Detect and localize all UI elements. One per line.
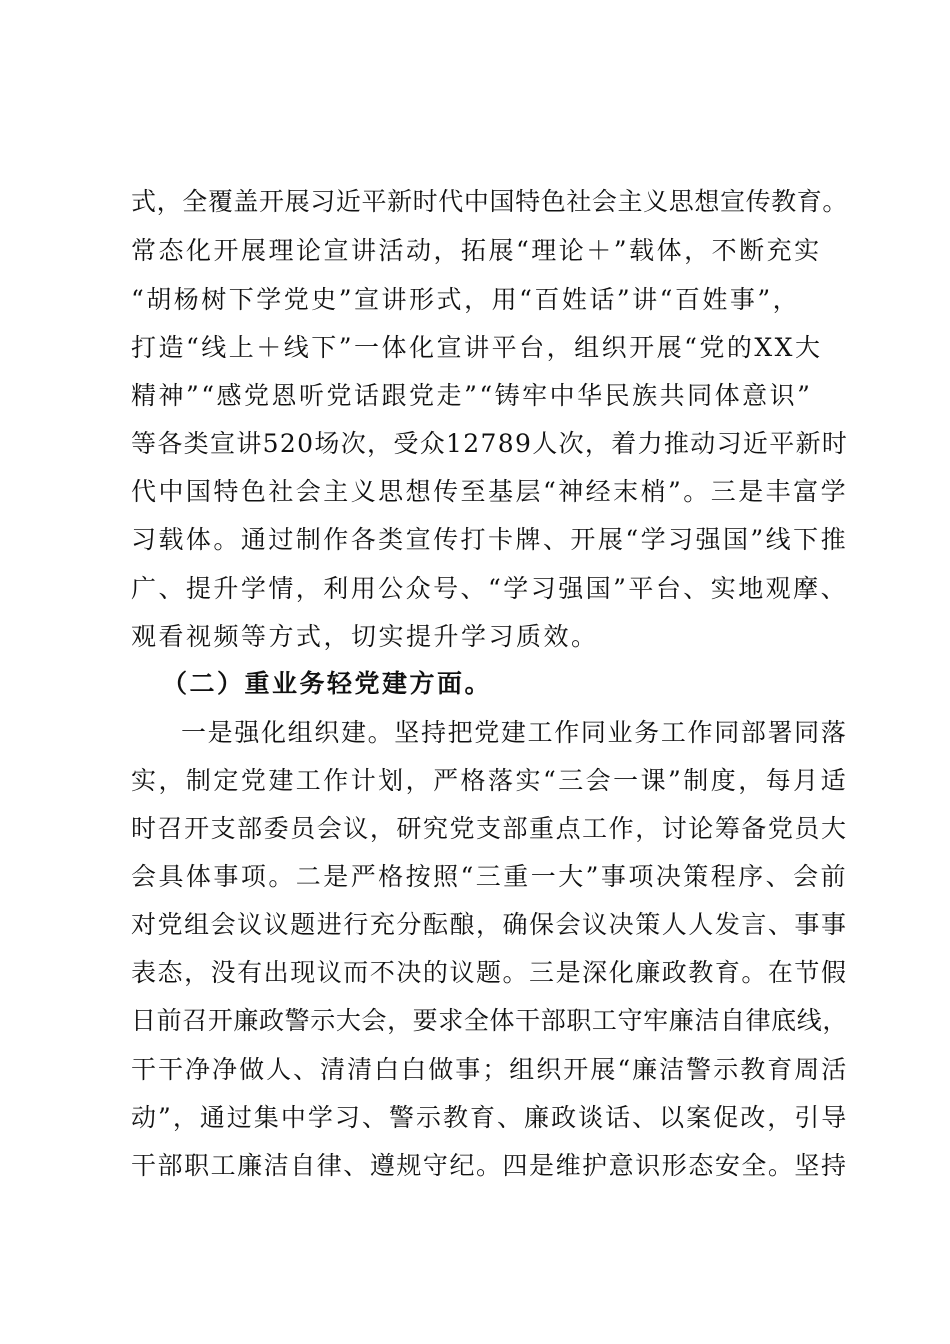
section-heading: （二）重业务轻党建方面。	[162, 669, 493, 698]
paragraph-line: 会具体事项。二是严格按照“三重一大”事项决策程序、会前	[131, 862, 849, 891]
paragraph-line: 动”，通过集中学习、警示教育、廉政谈话、以案促改，引导	[131, 1103, 849, 1132]
paragraph-line: 式，全覆盖开展习近平新时代中国特色社会主义思想宣传教育。	[131, 187, 849, 216]
paragraph-line: 常态化开展理论宣讲活动，拓展“理论＋”载体，不断充实	[131, 236, 822, 265]
paragraph-line: 广、提升学情，利用公众号、“学习强国”平台、实地观摩、	[131, 574, 849, 603]
paragraph-line: 习载体。通过制作各类宣传打卡牌、开展“学习强国”线下推	[131, 525, 849, 554]
paragraph-line: 干干净净做人、清清白白做事；组织开展“廉洁警示教育周活	[131, 1055, 849, 1084]
paragraph-line: 表态，没有出现议而不决的议题。三是深化廉政教育。在节假	[131, 958, 848, 987]
paragraph-line: 干部职工廉洁自律、遵规守纪。四是维护意识形态安全。坚持	[131, 1151, 848, 1180]
paragraph-line: 等各类宣讲520场次，受众12789人次，着力推动习近平新时	[131, 429, 849, 458]
paragraph-line: 日前召开廉政警示大会，要求全体干部职工守牢廉洁自律底线，	[131, 1006, 849, 1035]
paragraph-line: 对党组会议议题进行充分酝酿，确保会议决策人人发言、事事	[131, 910, 848, 939]
paragraph-line: 实，制定党建工作计划，严格落实“三会一课”制度，每月适	[131, 766, 849, 795]
paragraph-line: 精神”“感党恩听党话跟党走”“铸牢中华民族共同体意识”	[131, 381, 813, 410]
paragraph-line: “胡杨树下学党史”宣讲形式，用“百姓话”讲“百姓事”，	[131, 285, 801, 314]
paragraph-line: 打造“线上＋线下”一体化宣讲平台，组织开展“党的XX大	[131, 333, 823, 362]
paragraph-line: 时召开支部委员会议，研究党支部重点工作，讨论筹备党员大	[131, 814, 848, 843]
paragraph-line: 代中国特色社会主义思想传至基层“神经末梢”。三是丰富学	[131, 477, 849, 506]
paragraph-line: 一是强化组织建。坚持把党建工作同业务工作同部署同落	[181, 718, 848, 747]
paragraph-line: 观看视频等方式，切实提升学习质效。	[131, 622, 599, 651]
